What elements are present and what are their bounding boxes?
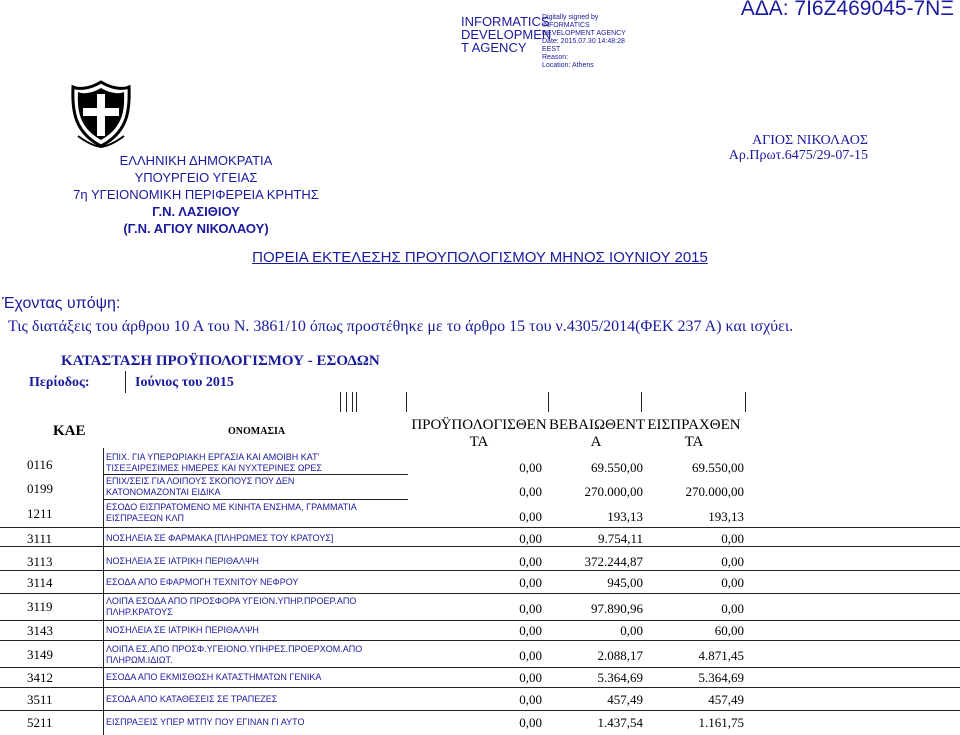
signature-detail-line: Date: 2015.07.30 14:48:28 bbox=[542, 38, 625, 45]
row-certified: 97.890,96 bbox=[591, 601, 643, 616]
row-budget: 0,00 bbox=[519, 648, 542, 663]
signature-org bbox=[461, 15, 551, 54]
row-kae: 3119 bbox=[27, 599, 53, 614]
row-description-line: ΕΙΣΠΡΑΞΕΩΝ ΚΛΠ bbox=[106, 513, 184, 523]
period-divider bbox=[125, 371, 126, 393]
column-header-kae: ΚΑΕ bbox=[53, 423, 86, 439]
grid-line bbox=[356, 392, 357, 412]
row-separator bbox=[0, 667, 960, 668]
row-kae: 3113 bbox=[27, 554, 53, 569]
row-description bbox=[106, 625, 259, 636]
row-description bbox=[106, 577, 298, 588]
row-collected: 270.000,00 bbox=[685, 484, 744, 499]
row-description-line: ΠΛΗΡ.ΚΡΑΤΟΥΣ bbox=[106, 607, 173, 617]
row-separator bbox=[0, 640, 960, 641]
row-description-line: ΕΣΟΔΟ ΕΙΣΠΡΑΤΟΜΕΝΟ ΜΕ ΚΙΝΗΤΑ ΕΝΣΗΜΑ, ΓΡΑΜΜΑΤΙΑ bbox=[106, 502, 357, 512]
header-location: ΑΓΙΟΣ ΝΙΚΟΛΑΟΣ bbox=[752, 133, 868, 148]
row-description-line: ΤΙΣΕΞΑΙΡΕΣΙΜΕΣ ΗΜΕΡΕΣ ΚΑΙ ΝΥΧΤΕΡΙΝΕΣ ΩΡΕΣ bbox=[106, 463, 322, 473]
row-kae: 3511 bbox=[27, 692, 53, 707]
column-header-collected-line: ΕΙΣΠΡΑΧΘΕΝ bbox=[647, 417, 741, 433]
row-budget: 0,00 bbox=[519, 715, 542, 730]
signature-org-line: DEVELOPMEN bbox=[461, 27, 552, 42]
header-hospital-sub: (Γ.Ν. ΑΓΙΟΥ ΝΙΚΟΛΑΟΥ) bbox=[123, 221, 269, 236]
row-certified: 9.754,11 bbox=[597, 531, 643, 546]
header-ministry: ΥΠΟΥΡΓΕΙΟ ΥΓΕΙΑΣ bbox=[134, 170, 258, 185]
table-title: ΚΑΤΑΣΤΑΣΗ ΠΡΟΫΠΟΛΟΓΙΣΜΟΥ - ΕΣΟΔΩΝ bbox=[61, 353, 380, 369]
row-collected: 5.364,69 bbox=[698, 670, 744, 685]
row-kae: 5211 bbox=[27, 715, 53, 730]
row-description-line: ΠΛΗΡΩΜ.ΙΔΙΩΤ. bbox=[106, 655, 173, 665]
row-description bbox=[106, 533, 333, 544]
row-description bbox=[106, 476, 294, 498]
row-certified: 5.364,69 bbox=[597, 670, 643, 685]
row-description bbox=[106, 596, 356, 618]
signature-detail-line: Digitally signed by bbox=[542, 14, 599, 21]
column-header-budget-line: ΠΡΟΫΠΟΛΟΓΙΣΘΕΝ bbox=[411, 417, 547, 433]
intro-text: Τις διατάξεις του άρθρου 10 Α του Ν. 3861/10 όπως προστέθηκε με το άρθρο 15 του ν.4305/2014(ΦΕΚ 237 Α) και ισχύει. bbox=[8, 318, 794, 335]
row-kae: 3412 bbox=[27, 670, 53, 685]
signature-details bbox=[542, 14, 626, 70]
page-title bbox=[0, 249, 960, 266]
row-description-line: ΝΟΣΗΛΕΙΑ ΣΕ ΦΑΡΜΑΚΑ [ΠΛΗΡΩΜΕΣ ΤΟΥ ΚΡΑΤΟΥΣ] bbox=[106, 533, 334, 543]
row-separator bbox=[0, 620, 960, 621]
column-header-name: ΟΝΟΜΑΣΙΑ bbox=[228, 426, 286, 437]
column-header-certified-line: ΒΕΒΑΙΩΘΕΝΤ bbox=[549, 417, 646, 433]
row-collected: 0,00 bbox=[721, 575, 744, 590]
row-separator bbox=[0, 593, 960, 594]
page-title-text: ΠΟΡΕΙΑ ΕΚΤΕΛΕΣΗΣ ΠΡΟΥΠΟΛΟΓΙΣΜΟΥ ΜΗΝΟΣ ΙΟΥΝΙΟΥ 2015 bbox=[252, 249, 708, 266]
row-description-line: ΕΠΙΧ/ΣΕΙΣ ΓΙΑ ΛΟΙΠΟΥΣ ΣΚΟΠΟΥΣ ΠΟΥ ΔΕΝ bbox=[106, 476, 295, 486]
row-budget: 0,00 bbox=[519, 531, 542, 546]
row-collected: 1.161,75 bbox=[698, 715, 744, 730]
row-description-line: ΝΟΣΗΛΕΙΑ ΣΕ ΙΑΤΡΙΚΗ ΠΕΡΙΘΑΛΨΗ bbox=[106, 625, 259, 635]
row-description-line: ΕΣΟΔΑ ΑΠΟ ΕΚΜΙΣΘΩΣΗ ΚΑΤΑΣΤΗΜΑΤΩΝ ΓΕΝΙΚΑ bbox=[106, 672, 322, 682]
kae-column-divider bbox=[103, 448, 104, 735]
row-collected: 0,00 bbox=[721, 601, 744, 616]
grid-line bbox=[346, 392, 347, 412]
grid-line bbox=[745, 392, 746, 412]
column-header-collected bbox=[643, 417, 745, 451]
row-certified: 69.550,00 bbox=[591, 460, 643, 475]
row-separator bbox=[0, 527, 960, 528]
row-certified: 945,00 bbox=[607, 575, 643, 590]
row-kae: 3111 bbox=[27, 531, 53, 546]
row-certified: 0,00 bbox=[620, 623, 643, 638]
signature-detail-line: Reason: bbox=[542, 54, 569, 61]
row-collected: 60,00 bbox=[714, 623, 744, 638]
row-description-line: ΕΣΟΔΑ ΑΠΟ ΚΑΤΑΘΕΣΕΙΣ ΣΕ ΤΡΑΠΕΖΕΣ bbox=[106, 694, 278, 704]
row-certified: 270.000,00 bbox=[584, 484, 643, 499]
grid-line bbox=[548, 392, 549, 412]
row-collected: 0,00 bbox=[721, 554, 744, 569]
row-separator bbox=[103, 499, 408, 500]
row-separator bbox=[0, 687, 960, 688]
signature-detail-line: Location: Athens bbox=[542, 62, 594, 69]
row-budget: 0,00 bbox=[519, 623, 542, 638]
row-description bbox=[106, 694, 277, 705]
row-certified: 2.088,17 bbox=[597, 648, 643, 663]
row-budget: 0,00 bbox=[519, 692, 542, 707]
row-description-line: ΛΟΙΠΑ ΕΣ.ΑΠΟ ΠΡΟΣΦ.ΥΓΕΙΟΝΟ.ΥΠΗΡΕΣ.ΠΡΟΕΡΧΟΜ.ΑΠΟ bbox=[106, 644, 363, 654]
column-header-collected-line: ΤΑ bbox=[684, 434, 704, 450]
intro-heading: Έχοντας υπόψη: bbox=[2, 295, 121, 312]
period-label: Περίοδος: bbox=[29, 375, 90, 390]
header-region: 7η ΥΓΕΙΟΝΟΜΙΚΗ ΠΕΡΙΦΕΡΕΙΑ ΚΡΗΤΗΣ bbox=[73, 187, 319, 202]
row-collected: 457,49 bbox=[708, 692, 744, 707]
row-collected: 4.871,45 bbox=[698, 648, 744, 663]
row-kae: 0116 bbox=[27, 457, 53, 472]
signature-org-line: T AGENCY bbox=[461, 40, 527, 55]
row-description-line: ΛΟΙΠΑ ΕΣΟΔΑ ΑΠΟ ΠΡΟΣΦΟΡΑ ΥΓΕΙΟΝ.ΥΠΗΡ.ΠΡΟΕΡ.ΑΠΟ bbox=[106, 596, 357, 606]
signature-org-line: INFORMATICS bbox=[461, 14, 550, 29]
row-budget: 0,00 bbox=[519, 509, 542, 524]
row-kae: 3114 bbox=[27, 575, 53, 590]
grid-line bbox=[340, 392, 341, 412]
row-budget: 0,00 bbox=[519, 575, 542, 590]
row-budget: 0,00 bbox=[519, 554, 542, 569]
column-header-certified bbox=[549, 417, 646, 451]
row-separator bbox=[0, 570, 960, 571]
row-collected: 193,13 bbox=[708, 509, 744, 524]
row-collected: 0,00 bbox=[721, 531, 744, 546]
row-budget: 0,00 bbox=[519, 460, 542, 475]
grid-line bbox=[641, 392, 642, 412]
row-separator bbox=[0, 546, 960, 547]
signature-detail-line: EEST bbox=[542, 46, 561, 53]
row-kae: 1211 bbox=[27, 506, 53, 521]
row-certified: 457,49 bbox=[607, 692, 643, 707]
row-budget: 0,00 bbox=[519, 484, 542, 499]
greek-coat-of-arms-emblem bbox=[70, 80, 132, 148]
grid-line bbox=[352, 392, 353, 412]
grid-line bbox=[406, 392, 407, 412]
row-kae: 3149 bbox=[27, 647, 53, 662]
header-hospital: Γ.Ν. ΛΑΣΙΘΙΟΥ bbox=[152, 204, 240, 219]
row-description-line: ΕΙΣΠΡΑΞΕΙΣ ΥΠΕΡ ΜΤΠΥ ΠΟΥ ΕΓΙΝΑΝ ΓΙ ΑΥΤΟ bbox=[106, 717, 305, 727]
row-separator bbox=[0, 710, 960, 711]
row-description bbox=[106, 502, 357, 524]
row-description-line: ΕΠΙΧ. ΓΙΑ ΥΠΕΡΩΡΙΑΚΗ ΕΡΓΑΣΙΑ ΚΑΙ ΑΜΟΙΒΗ ΚΑΤ' bbox=[106, 452, 320, 462]
header-country: ΕΛΛΗΝΙΚΗ ΔΗΜΟΚΡΑΤΙΑ bbox=[119, 153, 273, 168]
row-kae: 0199 bbox=[27, 481, 53, 496]
row-description bbox=[106, 672, 321, 683]
row-budget: 0,00 bbox=[519, 670, 542, 685]
row-certified: 372.244,87 bbox=[584, 554, 643, 569]
row-description bbox=[106, 644, 362, 666]
signature-detail-line: INFORMATICS bbox=[542, 22, 590, 29]
row-description bbox=[106, 717, 305, 728]
signature-detail-line: DEVELOPMENT AGENCY bbox=[542, 30, 626, 37]
row-separator bbox=[103, 474, 408, 475]
row-description-line: ΝΟΣΗΛΕΙΑ ΣΕ ΙΑΤΡΙΚΗ ΠΕΡΙΘΑΛΨΗ bbox=[106, 556, 259, 566]
row-description-line: ΚΑΤΟΝΟΜΑΖΟΝΤΑΙ ΕΙΔΙΚΑ bbox=[106, 487, 221, 497]
row-collected: 69.550,00 bbox=[692, 460, 744, 475]
row-description-line: ΕΣΟΔΑ ΑΠΟ ΕΦΑΡΜΟΓΗ ΤΕΧΝΙΤΟΥ ΝΕΦΡΟΥ bbox=[106, 577, 299, 587]
row-certified: 1.437,54 bbox=[597, 715, 643, 730]
row-description bbox=[106, 556, 259, 567]
protocol-number: Αρ.Πρωτ.6475/29-07-15 bbox=[728, 148, 868, 163]
row-kae: 3143 bbox=[27, 623, 53, 638]
row-description bbox=[106, 452, 322, 474]
column-header-budget bbox=[408, 417, 550, 451]
column-header-budget-line: ΤΑ bbox=[469, 434, 489, 450]
period-value: Ιούνιος του 2015 bbox=[135, 375, 234, 390]
row-certified: 193,13 bbox=[607, 509, 643, 524]
column-header-certified-line: Α bbox=[590, 434, 602, 450]
row-budget: 0,00 bbox=[519, 601, 542, 616]
ada-code: ΑΔΑ: 7Ι6Ζ469045-7ΝΞ bbox=[740, 0, 954, 20]
